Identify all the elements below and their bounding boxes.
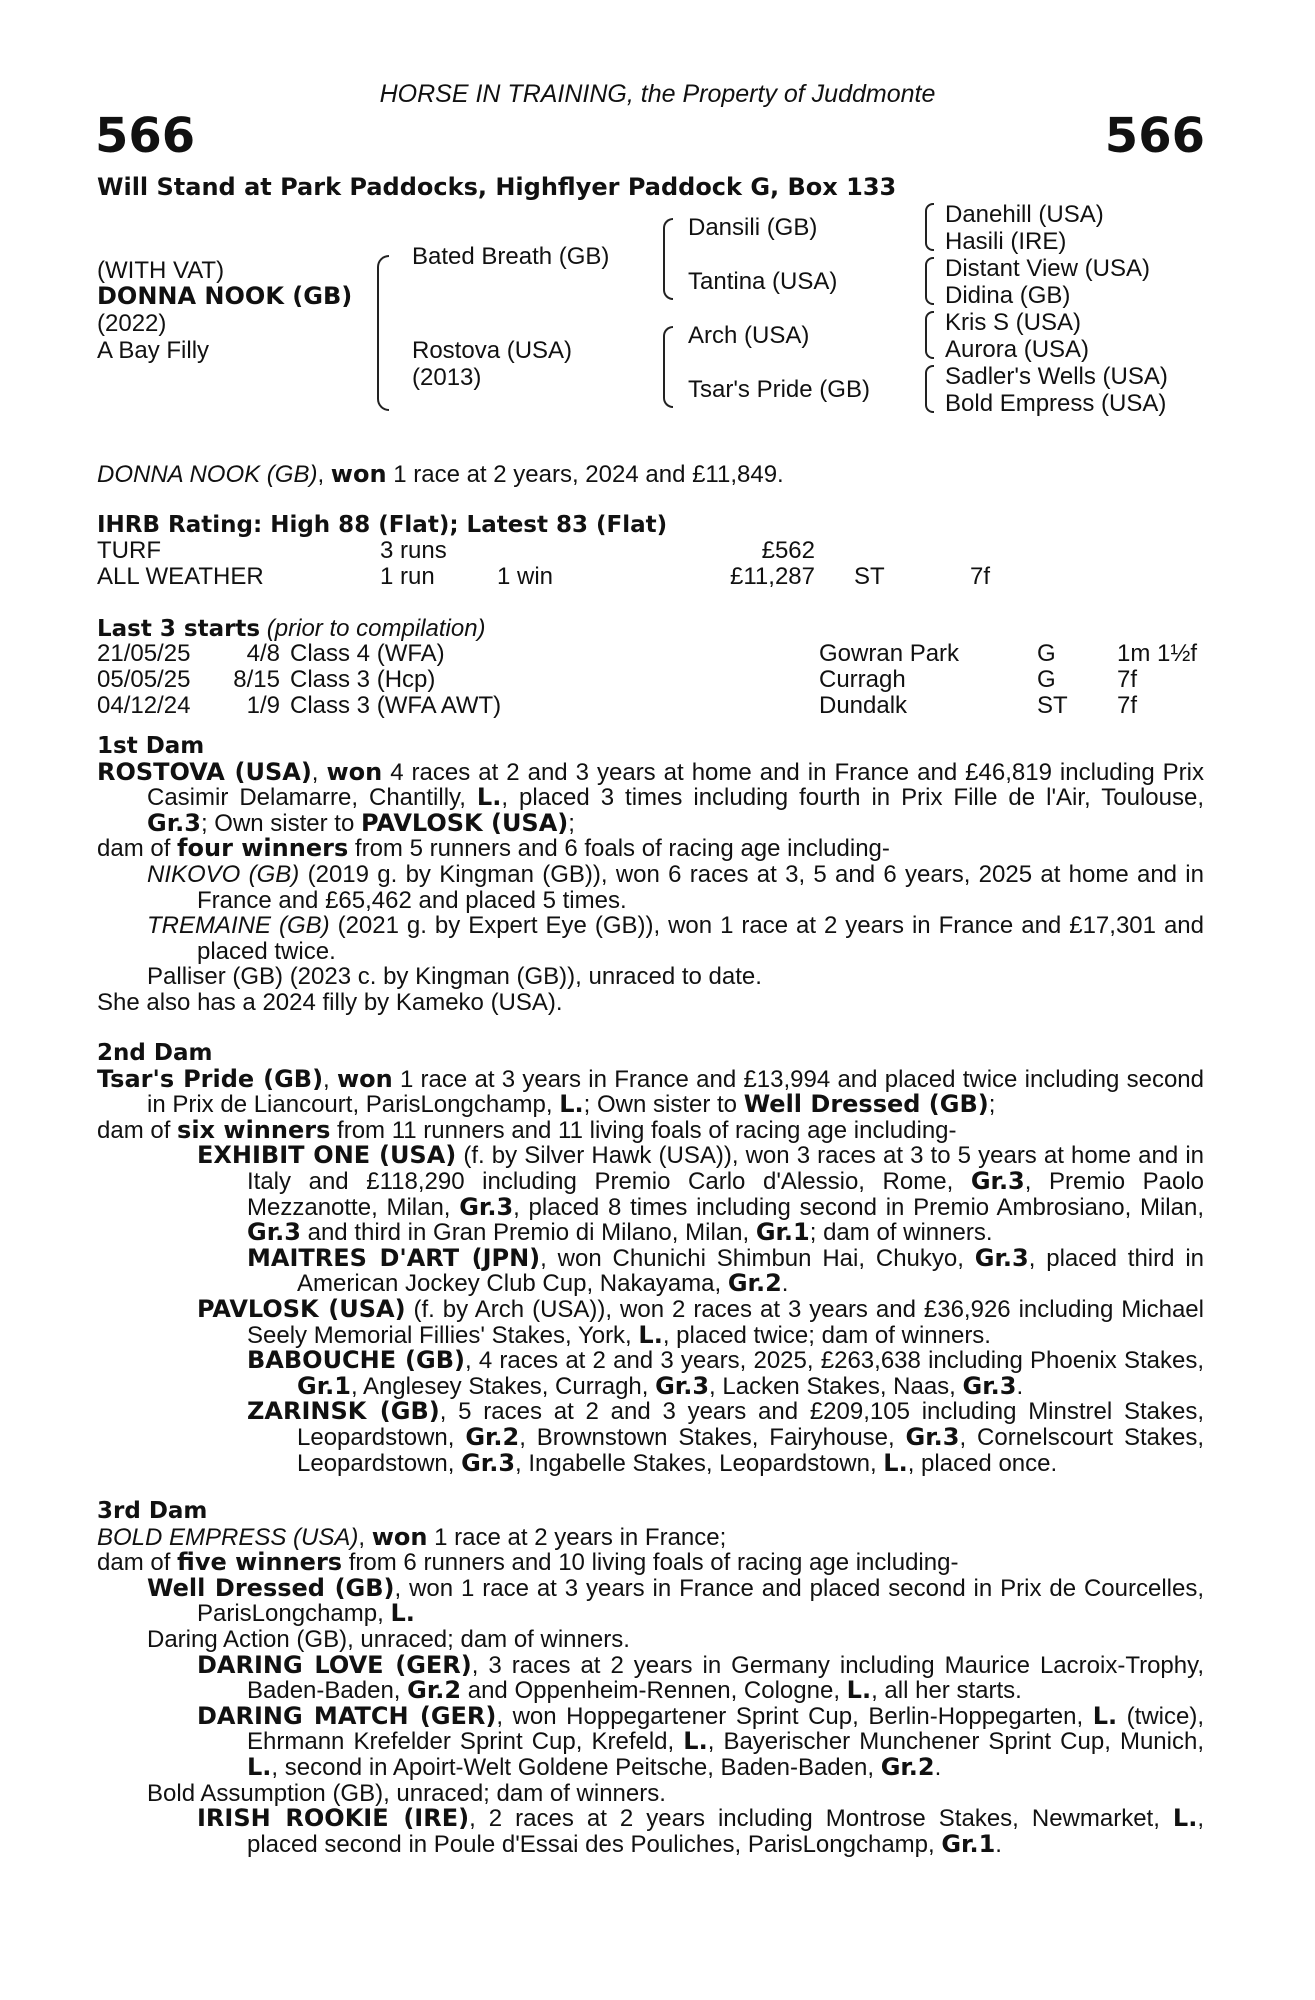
second-dam-section xyxy=(97,1041,1204,1476)
second-dam-foal: PAVLOSK (USA) (f. by Arch (USA)), won 2 races at 3 years and £36,926 including Michael Seely Memorial Fillies' Stakes, York, L., placed twice; dam of winners. xyxy=(197,1294,1204,1349)
first-dam-section xyxy=(97,734,1204,1016)
start-date: 04/12/24 xyxy=(97,692,191,719)
start-position: 1/9 xyxy=(246,692,280,719)
ihrb-surface: ALL WEATHER xyxy=(97,563,264,590)
ihrb-prize: £11,287 xyxy=(730,563,815,590)
bracket-sire xyxy=(663,218,673,300)
race-summary: DONNA NOOK (GB), won 1 race at 2 years, 2024 and £11,849. xyxy=(97,460,784,488)
last-starts-heading: Last 3 starts (prior to compilation) xyxy=(97,615,486,642)
start-position: 4/8 xyxy=(246,640,280,667)
bracket-g4-4 xyxy=(925,365,934,413)
start-course: Gowran Park xyxy=(819,640,960,667)
ihrb-surface: TURF xyxy=(97,537,161,564)
start-class: Class 3 (Hcp) xyxy=(290,666,436,693)
ihrb-wins: 1 win xyxy=(497,563,554,590)
third-dam-heading: 3rd Dam xyxy=(97,1498,208,1524)
ihrb-going: ST xyxy=(854,563,885,590)
ihrb-heading: IHRB Rating: High 88 (Flat); Latest 83 (Flat) xyxy=(97,512,668,538)
first-dam-produce: dam of four winners from 5 runners and 6 foals of racing age including- xyxy=(97,834,890,863)
third-dam-record: BOLD EMPRESS (USA), won 1 race at 2 years in France; xyxy=(97,1522,727,1551)
gen4-8: Bold Empress (USA) xyxy=(945,390,1167,417)
start-course: Dundalk xyxy=(819,692,908,719)
start-date: 05/05/25 xyxy=(97,666,191,693)
bracket-g4-1 xyxy=(925,203,934,251)
second-dam-grandfoal: BABOUCHE (GB), 4 races at 2 and 3 years, 2025, £263,638 including Phoenix Stakes, Gr.1, Anglesey Stakes, Curragh, Gr.3, Lacken Stakes, Naas, Gr.3. xyxy=(247,1346,1204,1400)
third-dam-foal: Bold Assumption (GB), unraced; dam of winners. xyxy=(147,1779,666,1807)
second-dam-produce: dam of six winners from 11 runners and 11 living foals of racing age including- xyxy=(97,1115,957,1144)
gen3-1: Dansili (GB) xyxy=(688,214,818,241)
gen3-2: Tantina (USA) xyxy=(688,268,838,295)
first-dam-foal: Palliser (GB) (2023 c. by Kingman (GB)), unraced to date. xyxy=(147,963,762,991)
start-position: 8/15 xyxy=(233,666,280,693)
lot-number-right: 566 xyxy=(1104,108,1205,164)
bracket-g4-2 xyxy=(925,257,934,305)
gen4-7: Sadler's Wells (USA) xyxy=(945,363,1168,390)
page-header: HORSE IN TRAINING, the Property of Juddmonte xyxy=(379,80,936,108)
horse-name: DONNA NOOK (GB) xyxy=(97,282,353,310)
gen4-3: Distant View (USA) xyxy=(945,255,1150,282)
gen3-4: Tsar's Pride (GB) xyxy=(688,376,870,403)
second-dam-heading: 2nd Dam xyxy=(97,1040,213,1066)
first-dam-foal: NIKOVO (GB) (2019 g. by Kingman (GB)), won 6 races at 3, 5 and 6 years, 2025 at home and in France and £65,462 and placed 5 times. xyxy=(147,860,1204,914)
second-dam-grandfoal: ZARINSK (GB), 5 races at 2 and 3 years and £209,105 including Minstrel Stakes, Leopardstown, Gr.2, Brownstown Stakes, Fairyhouse, Gr.3, Cornelscourt Stakes, Leopardstown, Gr.3, Ingabelle Stakes, Leopardstown, L., placed once. xyxy=(247,1397,1205,1477)
dam-year: (2013) xyxy=(412,364,482,391)
ihrb-prize: £562 xyxy=(761,537,815,564)
start-going: G xyxy=(1037,666,1056,693)
bracket-gen1 xyxy=(377,255,389,411)
ihrb-distance: 7f xyxy=(970,563,991,590)
gen4-4: Didina (GB) xyxy=(945,282,1071,309)
second-dam-foal: EXHIBIT ONE (USA) (f. by Silver Hawk (USA)), won 3 races at 3 to 5 years at home and in Italy and £118,290 including Premio Carlo d'Alessio, Rome, Gr.3, Premio Paolo Mezzanotte, Milan, Gr.3, placed 8 times including second in Premio Ambrosiano, Milan, Gr.3 and third in Gran Premio di Milano, Milan, Gr.1; dam of winners. xyxy=(197,1141,1205,1247)
start-class: Class 3 (WFA AWT) xyxy=(290,692,502,719)
ihrb-table xyxy=(97,538,1197,590)
start-class: Class 4 (WFA) xyxy=(290,640,445,667)
second-dam-grandfoal: MAITRES D'ART (JPN), won Chunichi Shimbun Hai, Chukyo, Gr.3, placed third in American Jockey Club Cup, Nakayama, Gr.2. xyxy=(247,1243,1204,1298)
start-going: ST xyxy=(1037,692,1068,719)
first-dam-foal: TREMAINE (GB) (2021 g. by Expert Eye (GB)), won 1 race at 2 years in France and £17,301 and placed twice. xyxy=(147,912,1204,965)
gen4-6: Aurora (USA) xyxy=(945,336,1090,363)
horse-year: (2022) xyxy=(97,310,167,337)
third-dam-foal: Daring Action (GB), unraced; dam of winners. xyxy=(147,1625,630,1653)
start-distance: 7f xyxy=(1117,692,1138,719)
first-dam-note: She also has a 2024 filly by Kameko (USA). xyxy=(97,988,563,1016)
third-dam-grandfoal: DARING MATCH (GER), won Hoppegartener Sprint Cup, Berlin-Hoppegarten, L. (twice), Ehrmann Krefelder Sprint Cup, Krefeld, L., Bayerischer Munchener Sprint Cup, Munich, L., second in Apoirt-Welt Goldene Peitsche, Baden-Baden, Gr.2. xyxy=(197,1701,1205,1781)
start-date: 21/05/25 xyxy=(97,640,191,667)
gen4-1: Danehill (USA) xyxy=(945,201,1104,228)
summary-horse: DONNA NOOK (GB) xyxy=(97,461,318,488)
sire: Bated Breath (GB) xyxy=(412,243,610,270)
lot-number-left: 566 xyxy=(95,108,196,164)
third-dam-produce: dam of five winners from 6 runners and 10 living foals of racing age including- xyxy=(97,1548,959,1577)
vat-note: (WITH VAT) xyxy=(97,257,225,284)
stand-location: Will Stand at Park Paddocks, Highflyer Paddock G, Box 133 xyxy=(97,173,897,201)
third-dam-foal: Well Dressed (GB), won 1 race at 3 years in France and placed second in Prix de Courcelles, ParisLongchamp, L. xyxy=(147,1573,1204,1628)
first-dam-heading: 1st Dam xyxy=(97,733,205,759)
last-starts-table xyxy=(97,641,1207,719)
third-dam-grandfoal: IRISH ROOKIE (IRE), 2 races at 2 years including Montrose Stakes, Newmarket, L., placed second in Poule d'Essai des Pouliches, ParisLongchamp, Gr.1. xyxy=(197,1804,1205,1858)
third-dam-section xyxy=(97,1499,1204,1857)
bracket-dam xyxy=(663,326,673,408)
third-dam-grandfoal: DARING LOVE (GER), 3 races at 2 years in Germany including Maurice Lacroix-Trophy, Baden-Baden, Gr.2 and Oppenheim-Rennen, Cologne, L., all her starts. xyxy=(197,1650,1205,1705)
gen4-2: Hasili (IRE) xyxy=(945,228,1067,255)
gen4-5: Kris S (USA) xyxy=(945,309,1082,336)
gen3-3: Arch (USA) xyxy=(688,322,810,349)
start-going: G xyxy=(1037,640,1056,667)
second-dam-record: Tsar's Pride (GB), won 1 race at 3 years in France and £13,994 and placed twice including second in Prix de Liancourt, ParisLongchamp, L.; Own sister to Well Dressed (GB); xyxy=(97,1064,1204,1119)
ihrb-runs: 1 run xyxy=(380,563,435,590)
dam: Rostova (USA) xyxy=(412,337,573,364)
start-distance: 1m 1½f xyxy=(1117,640,1198,667)
bracket-g4-3 xyxy=(925,311,934,359)
start-distance: 7f xyxy=(1117,666,1138,693)
horse-description: A Bay Filly xyxy=(97,337,210,364)
start-course: Curragh xyxy=(819,666,906,693)
ihrb-runs: 3 runs xyxy=(380,537,447,564)
first-dam-record: ROSTOVA (USA), won 4 races at 2 and 3 years at home and in France and £46,819 including Prix Casimir Delamarre, Chantilly, L., placed 3 times including fourth in Prix Fille de l'Air, Toulouse, Gr.3; Own sister to PAVLOSK (USA); xyxy=(97,757,1204,837)
